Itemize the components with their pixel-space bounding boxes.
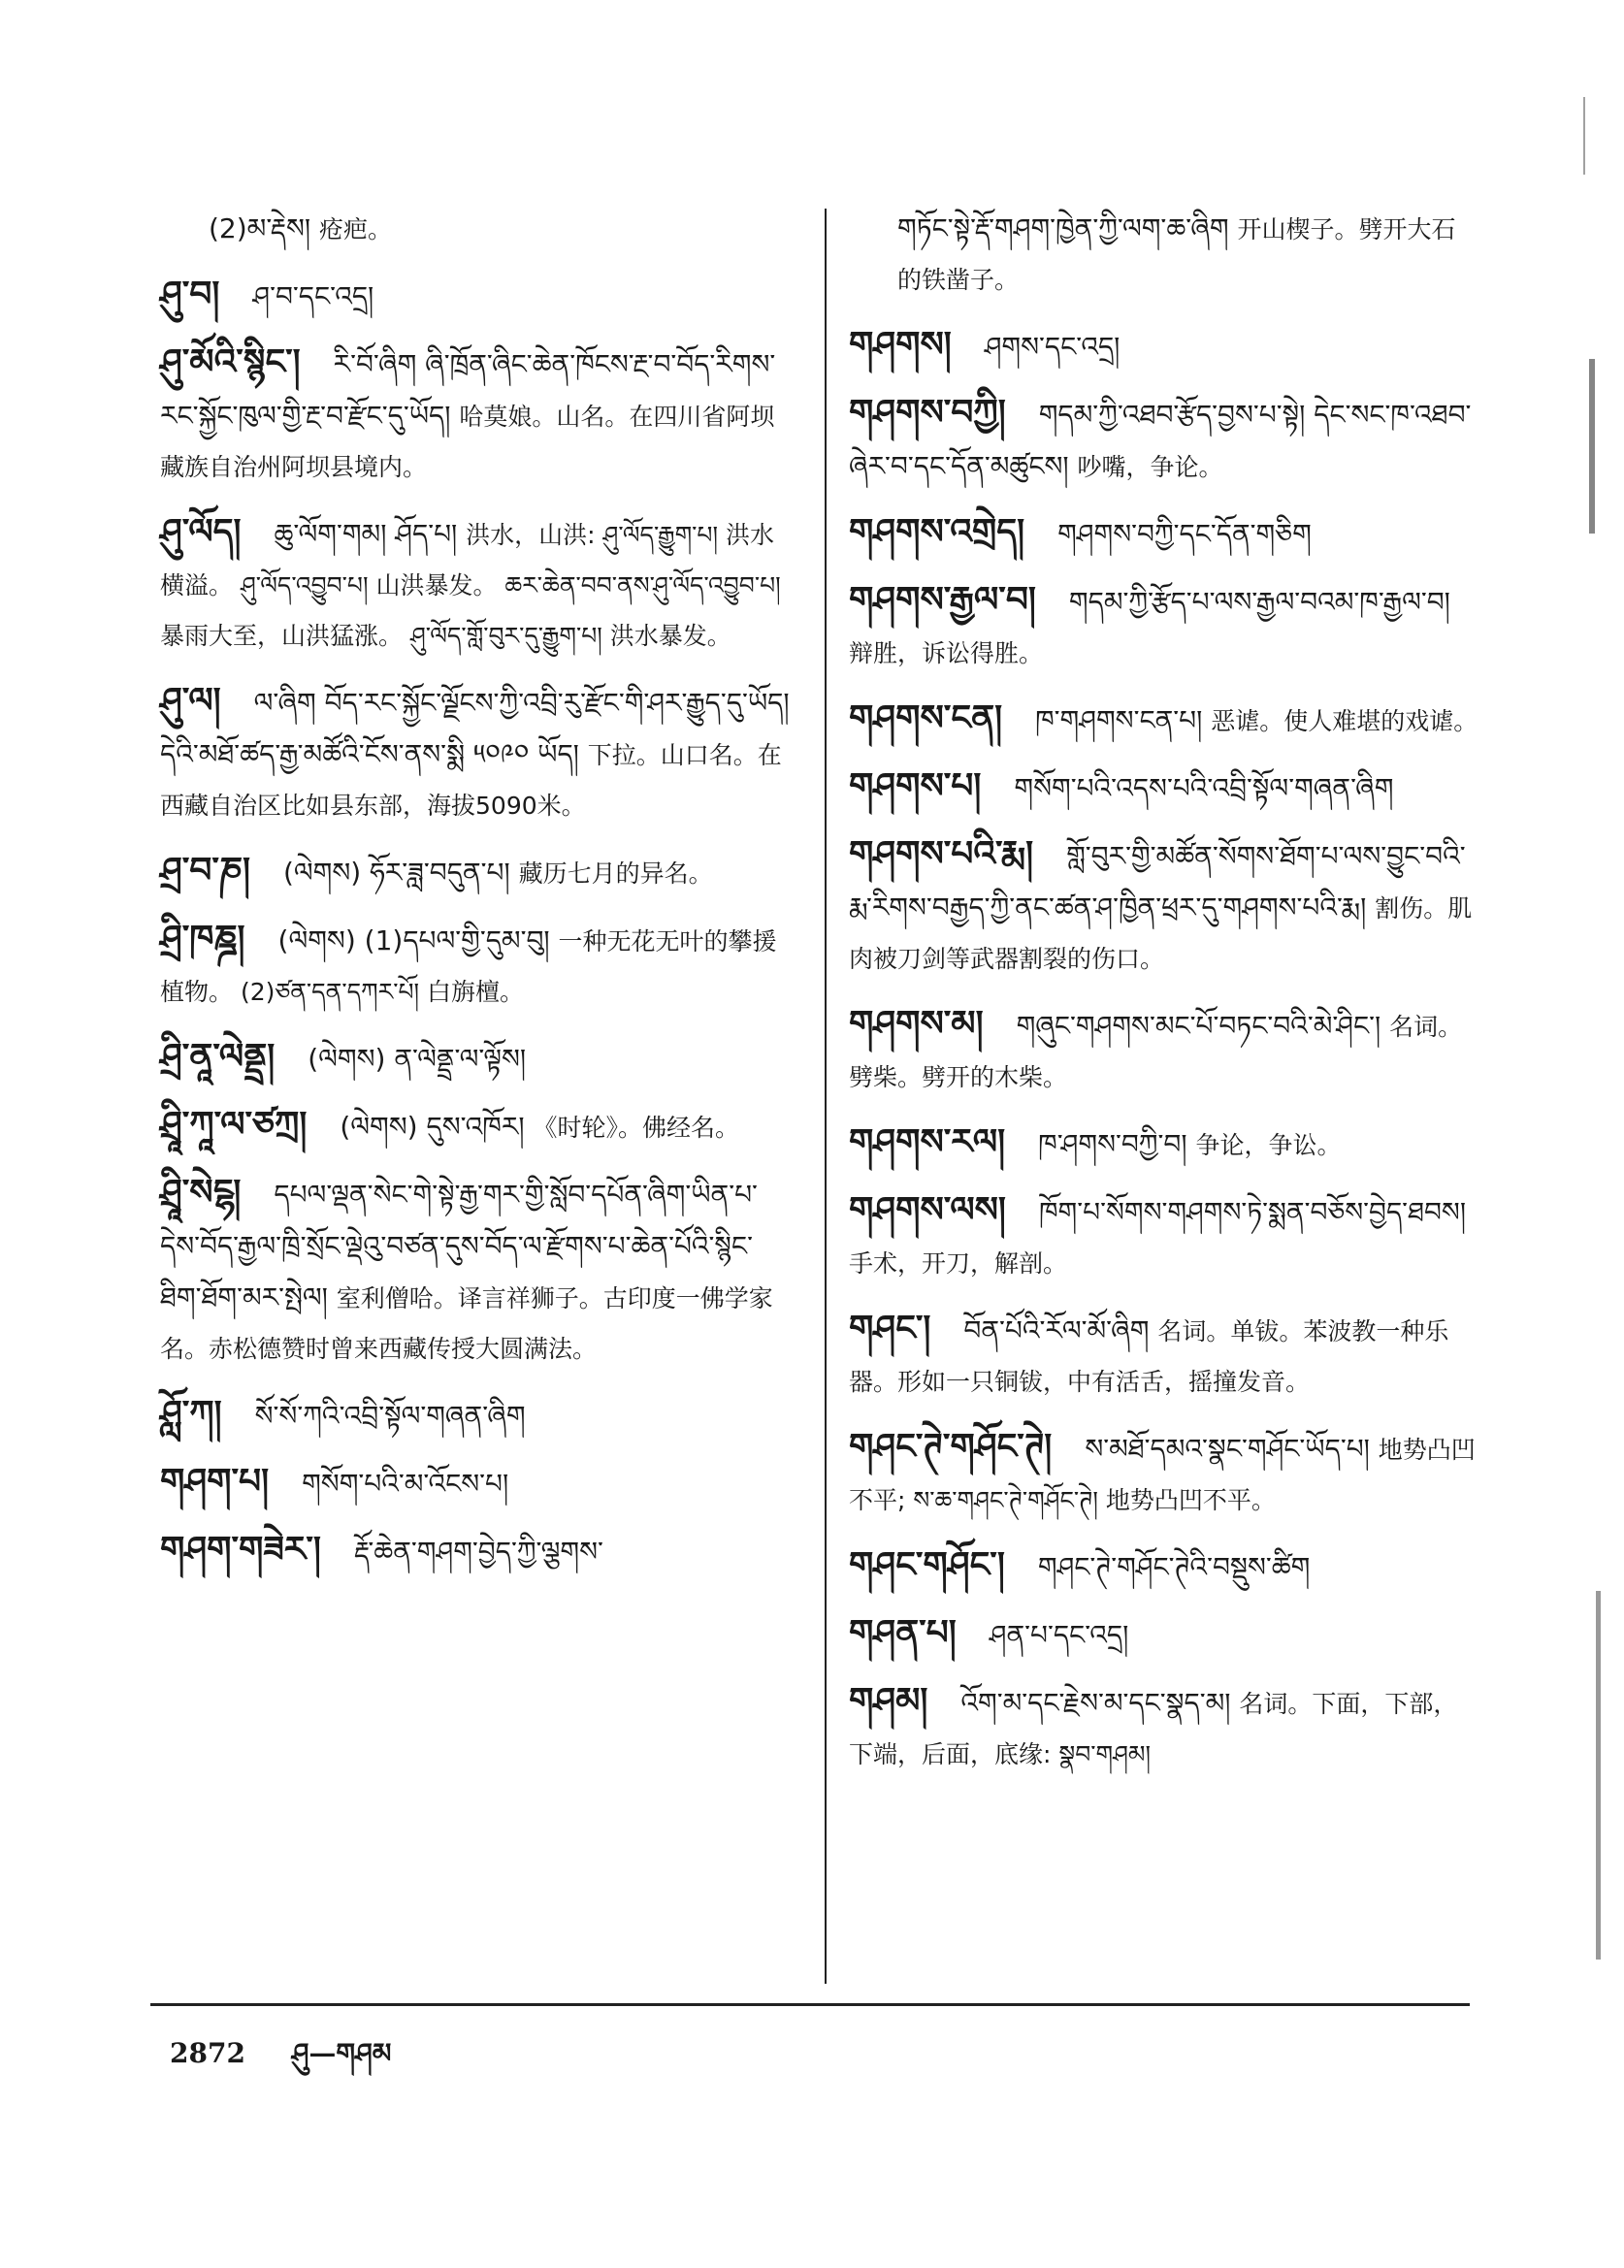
headword: ཤྲི་ནཱ་ལེནྡྲ། — [160, 1036, 276, 1077]
definition-chinese: 名词。劈柴。劈开的木柴。 — [849, 1013, 1463, 1091]
dictionary-entry — [160, 845, 791, 899]
definition-tibetan: གཤང་ཊེ་གཤོང་ཊེའི་བསྡུས་ཚིག — [1037, 1551, 1311, 1583]
definition-tibetan: ཤ་བ་དང་འདྲ། — [252, 280, 374, 312]
headword: གཤགས་རལ། — [849, 1121, 1006, 1162]
definition-tibetan: གདམ་ཀྱི་འཐབ་རྩོད་བྱས་པ་སྟེ། དེང་སང་ཁ་འཐབ་ཞེར་བ་དང་དོན་མཚུངས། — [849, 399, 1472, 482]
definition-chinese: 吵嘴，争论。 — [1077, 453, 1223, 481]
dictionary-entry — [160, 1099, 791, 1153]
definition-tibetan: དཔལ་ལྡན་སེང་གེ་སྟེ་རྒྱ་གར་གྱི་སློབ་དཔོན་ཞིག་ཡིན་པ་དེས་བོད་རྒྱལ་ཁྲི་སྲོང་ལྡེའུ་བཙན་དུས་བོད་ལ་རྫོགས་པ་ཆེན་པོའི་སྙིང་ཐིག་ཐོག་མར་སྤེལ། — [160, 1179, 758, 1313]
definition-tibetan: ཤན་པ་དང་འདྲ། — [989, 1619, 1129, 1651]
dictionary-entry — [160, 1524, 791, 1578]
definition-tibetan: གཏོང་སྟེ་རྡོ་གཤག་ཁྱེན་ཀྱི་ལག་ཆ་ཞིག — [897, 212, 1238, 244]
definition-chinese: 一种无花无叶的攀援植物。 (2)ཙན་དན་དཀར་པོ། 白旃檀。 — [160, 927, 777, 1006]
definition-chinese: 开山楔子。劈开大石的铁凿子。 — [897, 215, 1456, 294]
definition-tibetan: ཁ་གཤགས་ངན་པ། — [1035, 704, 1212, 736]
headword: ཤྲ་བ་ཎ། — [160, 850, 250, 891]
dictionary-entry — [160, 337, 791, 493]
dictionary-entry — [160, 913, 791, 1018]
headword: གཤགས་བཀྱི། — [849, 392, 1006, 433]
dictionary-entry — [849, 1303, 1479, 1408]
definition-tibetan: ས་མཐོ་དམའ་སྣང་གཤོང་ཡོད་པ། — [1085, 1433, 1379, 1465]
definition-tibetan: (ལེགས) (1)དཔལ་གྱི་དུམ་བུ། — [277, 924, 559, 956]
definition-chinese: 哈莫娘。山名。在四川省阿坝藏族自治州阿坝县境内。 — [160, 403, 775, 481]
headword: གཤམ། — [849, 1680, 928, 1721]
column-divider — [825, 209, 827, 1984]
dictionary-entry — [160, 269, 791, 323]
definition-chinese: 名词。单钹。苯波教一种乐器。形如一只铜钹，中有活舌，摇撞发音。 — [849, 1317, 1449, 1396]
dictionary-entry — [849, 693, 1479, 747]
definition-chinese: 《时轮》。佛经名。 — [533, 1114, 739, 1142]
dictionary-entry — [849, 1607, 1479, 1662]
dictionary-entry — [849, 204, 1479, 306]
headword: ཤུ་ལོད། — [160, 511, 242, 552]
dictionary-entry — [849, 387, 1479, 493]
dictionary-entry — [849, 574, 1479, 679]
definition-chinese: 争论，争讼。 — [1195, 1131, 1342, 1159]
definition-tibetan: གསོག་པའི་འདས་པའི་འབྲི་སྟོལ་གཞན་ཞིག — [1014, 772, 1394, 804]
definition-tibetan: ལ་ཞིག བོད་རང་སྐྱོང་ལྗོངས་ཀྱི་འབྲི་རུ་རྫོང་གི་ཤར་རྒྱུད་དུ་ཡོད། དེའི་མཐོ་ཚད་རྒྱ་མཚོའི་ངོས་ནས་སྨི ༥༠༩༠ ཡོད། — [160, 687, 790, 770]
headword: ཤུ་བ། — [160, 274, 220, 314]
left-column — [160, 204, 791, 1592]
headword: གཤགས་མ། — [849, 1003, 984, 1044]
page-range: ཤུ—གཤམ — [291, 2037, 392, 2069]
dictionary-entry — [849, 319, 1479, 373]
definition-tibetan: གསོག་པའི་མ་འོངས་པ། — [302, 1468, 509, 1500]
scan-edge-mark — [1583, 97, 1585, 175]
definition-chinese: 名词。下面，下部，下端，后面，底缘: སྣབ་གཤམ། — [849, 1690, 1458, 1768]
dictionary-entry — [849, 506, 1479, 561]
definition-tibetan: (2)མ་རྡེས། — [209, 212, 320, 244]
definition-tibetan: གཞུང་གཤགས་མང་པོ་བཏང་བའི་མེ་ཤིང་། — [1016, 1010, 1390, 1042]
headword: གཤང་གཤོང་། — [849, 1544, 1005, 1585]
definition-chinese: 割伤。肌肉被刀剑等武器割裂的伤口。 — [849, 894, 1473, 973]
headword: ཤྲཱི་ཀཱ་ལ་ཙཀྲ། — [160, 1104, 308, 1145]
dictionary-entry — [160, 1031, 791, 1085]
definition-tibetan: རི་བོ་ཞིག ཞི་ཁྲོན་ཞིང་ཆེན་ཁོངས་རྔ་བ་བོད་རིགས་རང་སྐྱོང་ཁུལ་གྱི་རྔ་བ་རྫོང་དུ་ཡོད། — [160, 348, 776, 432]
headword: གཤགས་འགྲེད། — [849, 511, 1025, 552]
headword: ཤུ་ལ། — [160, 680, 221, 721]
scan-edge-mark — [1596, 1591, 1608, 1960]
definition-tibetan: གཤགས་བཀྱི་དང་དོན་གཅིག — [1057, 518, 1312, 550]
definition-tibetan: ཆུ་ལོག་གམ། ཤོད་པ། — [274, 518, 467, 550]
definition-chinese: 辩胜，诉讼得胜。 — [849, 639, 1044, 667]
definition-tibetan: (ལེགས) ན་ལེནྡྲ་ལ་ལྟོས། — [308, 1043, 527, 1075]
page-number: 2872 — [170, 2037, 245, 2069]
dictionary-entry — [849, 828, 1479, 985]
definition-tibetan: གློ་བུར་གྱི་མཚོན་སོགས་ཐོག་པ་ལས་བྱུང་བའི་རྨ་རིགས་བརྒྱད་ཀྱི་ནང་ཚན་ཤ་ཁྱིན་ཕྲར་དུ་གཤགས་པའི་རྨ། — [849, 840, 1466, 923]
headword: གཤང་ཊེ་གཤོང་ཊེ། — [849, 1426, 1053, 1467]
headword: གཤགས་པའི་རྨ། — [849, 833, 1034, 874]
dictionary-entry — [849, 1539, 1479, 1594]
definition-chinese: 手术，开刀，解剖。 — [849, 1249, 1068, 1278]
definition-chinese: 洪水，山洪: ཤུ་ལོད་རྒྱུག་པ། 洪水横溢。 ཤུ་ལོད་འབྱུབ་པ། 山洪暴发。 ཆར་ཆེན་བབ་ནས་ཤུ་ལོད་འབྱུབ་པ། 暴雨大至，山洪猛涨。 ཤུ་ལོད་གློ་བུར་དུ་རྒྱུག་པ། 洪水暴发。 — [160, 521, 781, 650]
headword: གཤགས་པ། — [849, 765, 982, 806]
dictionary-entry — [849, 1117, 1479, 1171]
scan-edge-mark — [1589, 359, 1605, 534]
definition-tibetan: རྡོ་ཆེན་གཤག་བྱེད་ཀྱི་ལྕགས་ — [353, 1536, 603, 1568]
dictionary-entry — [849, 1675, 1479, 1780]
definition-chinese: 室利僧哈。译言祥狮子。古印度一佛学家名。赤松德赞时曾来西藏传授大圆满法。 — [160, 1284, 773, 1363]
definition-tibetan: འོག་མ་དང་རྗེས་མ་དང་སྣད་མ། — [960, 1687, 1240, 1719]
headword: གཤང་། — [849, 1308, 931, 1348]
headword: གཤགས། — [849, 324, 952, 365]
headword: གཤགས་ངན། — [849, 697, 1003, 738]
dictionary-entry — [849, 761, 1479, 815]
definition-chinese: 疮疤。 — [319, 215, 393, 243]
definition-chinese: 地势凸凹不平; ས་ཆ་གཤང་ཊེ་གཤོང་ཊེ། 地势凸凹不平。 — [849, 1436, 1476, 1514]
definition-chinese: 藏历七月的异名。 — [518, 859, 713, 888]
dictionary-entry — [160, 1456, 791, 1510]
definition-tibetan: ཤགས་དང་འདྲ། — [984, 331, 1121, 363]
dictionary-entry — [160, 204, 791, 255]
headword: ཤུ་མོའི་སྙིང་། — [160, 341, 301, 382]
definition-tibetan: (ལེགས) ཧོར་ཟླ་བདུན་པ། — [282, 857, 519, 889]
headword: གཤག་གཟེར་། — [160, 1529, 321, 1570]
dictionary-entry — [160, 506, 791, 662]
right-column — [849, 204, 1479, 1794]
headword: གཤན་པ། — [849, 1612, 957, 1653]
definition-tibetan: ཁ་ཤགས་བཀྱི་བ། — [1038, 1128, 1196, 1160]
headword: ཤྲི་ཁཎྜ། — [160, 918, 245, 958]
definition-chinese: 下拉。山口名。在西藏自治区比如县东部，海拔5090米。 — [160, 741, 782, 820]
footer-rule — [150, 2003, 1470, 2006]
definition-tibetan: གདམ་ཀྱི་རྩོད་པ་ལས་རྒྱལ་བའམ་ཁ་རྒྱལ་བ། — [1068, 586, 1450, 618]
dictionary-entry — [160, 1167, 791, 1375]
definition-chinese: 恶谑。使人难堪的戏谑。 — [1211, 707, 1478, 735]
headword: གཤགས་ལས། — [849, 1189, 1006, 1230]
definition-tibetan: ཁོག་པ་སོགས་གཤགས་ཏེ་སྨན་བཅོས་བྱེད་ཐབས། — [1038, 1196, 1467, 1228]
headword: གཤགས་རྒྱལ་བ། — [849, 579, 1036, 620]
dictionary-entry — [849, 998, 1479, 1103]
dictionary-entry — [849, 1184, 1479, 1289]
headword: གཤག་པ། — [160, 1461, 270, 1502]
definition-tibetan: སོ་སོ་ཀའི་འབྲི་སྟོལ་གཞན་ཞིག — [254, 1400, 526, 1432]
headword: ཤྲཱི་སེངྷ། — [160, 1172, 242, 1213]
definition-tibetan: (ལེགས) དུས་འཁོར། — [340, 1111, 534, 1143]
dictionary-entry — [160, 1388, 791, 1442]
dictionary-entry — [849, 1421, 1479, 1526]
dictionary-entry — [160, 675, 791, 831]
page-footer — [170, 2023, 428, 2099]
definition-tibetan: བོན་པོའི་རོལ་མོ་ཞིག — [963, 1314, 1158, 1346]
headword: ཤློ་ཀ། — [160, 1393, 222, 1434]
